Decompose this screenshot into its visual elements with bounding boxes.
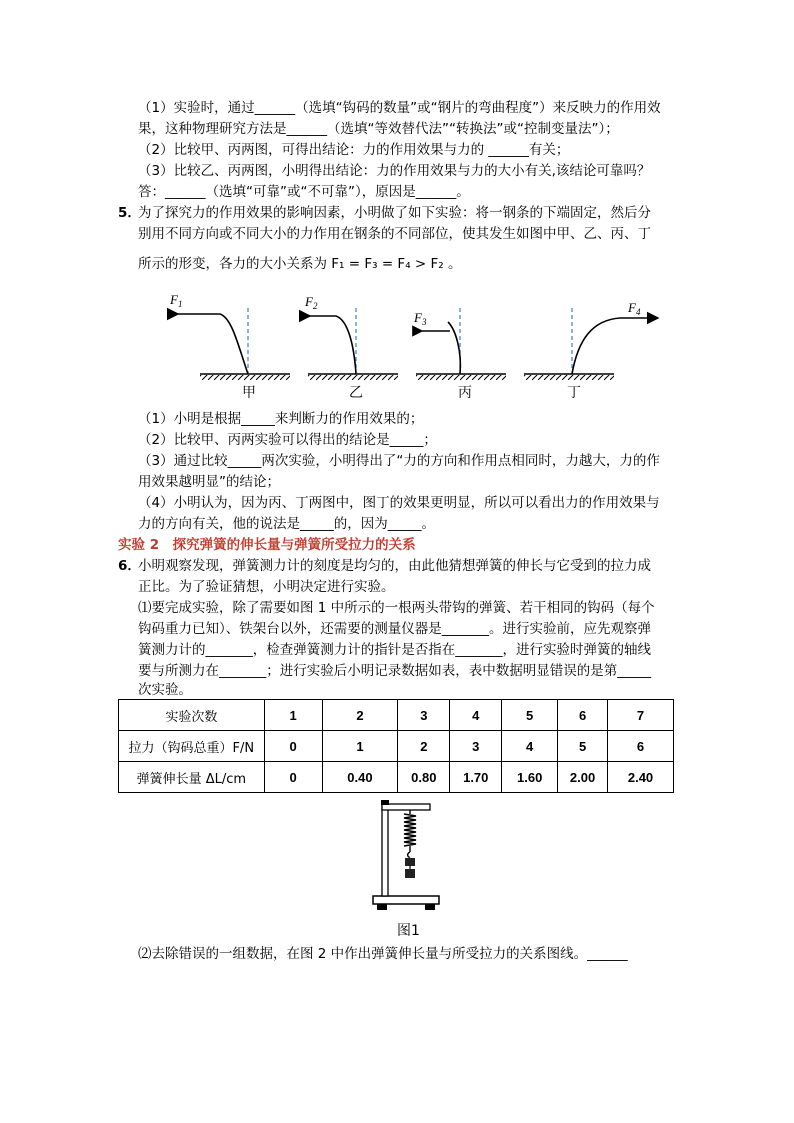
panel-yi [304, 294, 398, 380]
q5-sub4b: 力的方向有关，他的说法是_____的，因为_____。 [138, 516, 435, 532]
table-cell: 4 [450, 700, 502, 731]
table-cell: 0 [264, 731, 322, 762]
table-cell: 6 [608, 731, 674, 762]
q6-part2: ⑵去除错误的一组数据，在图 2 中作出弹簧伸长量与所受拉力的关系图线。______ [138, 946, 628, 962]
q5-sub1: （1）小明是根据_____来判断力的作用效果的； [138, 411, 424, 427]
table-cell: 1 [264, 700, 322, 731]
q5-sub4a: （4）小明认为，因为丙、丁两图中，图丁的效果更明显，所以可以看出力的作用效果与 [138, 495, 660, 511]
figure1-caption: 图1 [397, 923, 420, 939]
q5-line1: 为了探究力的作用效果的影响因素，小明做了如下实验：将一钢条的下端固定，然后分 [138, 205, 651, 221]
q5-sub2: （2）比较甲、丙两实验可以得出的结论是_____； [138, 432, 437, 448]
experiment2-heading: 实验 2 探究弹簧的伸长量与弹簧所受拉力的关系 [118, 537, 416, 553]
force-f2-label: $F_2$ [305, 294, 318, 311]
q4-line5: 答：______（选填“可靠”或“不可靠”），原因是______。 [138, 184, 470, 200]
table-cell: 0.40 [322, 762, 398, 793]
table-row [119, 731, 674, 762]
q6-line2: 正比。为了验证猜想，小明决定进行实验。 [138, 579, 395, 595]
steel-strip-figure [160, 290, 680, 405]
table-cell: 2.40 [608, 762, 674, 793]
q5-sub3a: （3）通过比较_____两次实验，小明得出了“力的方向和作用点相同时，力越大，力的作 [138, 453, 660, 469]
table-cell: 2 [398, 731, 450, 762]
table-cell: 0.80 [398, 762, 450, 793]
table-cell: 0 [264, 762, 322, 793]
q5-sub3b: 用效果越明显”的结论； [138, 474, 280, 490]
q4-line1: （1）实验时，通过______（选填“钩码的数量”或“钢片的弯曲程度”）来反映力的作用效 [138, 100, 661, 116]
q5-number: 5． [118, 205, 141, 221]
table-cell: 7 [608, 700, 674, 731]
q4-line3: （2）比较甲、丙两图，可得出结论：力的作用效果与力的 ______有关； [138, 142, 570, 158]
table-cell: 1.70 [450, 762, 502, 793]
label-yi: 乙 [349, 385, 363, 401]
q6-number: 6． [118, 558, 141, 574]
panel-ding [524, 300, 658, 380]
table-row [119, 700, 674, 731]
q4-line4: （3）比较乙、丙两图，小明得出结论：力的作用效果与力的大小有关,该结论可靠吗？ [138, 163, 651, 179]
spring-stand-figure [365, 800, 445, 918]
q5-line2: 别用不同方向或不同大小的力作用在钢条的不同部位，使其发生如图中甲、乙、丙、丁 [138, 226, 651, 242]
q5-line3: 所示的形变，各力的大小关系为 F₁ = F₃ = F₄ > F₂ 。 [138, 256, 462, 272]
table-cell: 6 [558, 700, 608, 731]
table-cell: 5 [558, 731, 608, 762]
spring-data-table [118, 699, 674, 793]
q4-line2: 果，这种物理研究方法是______（选填“等效替代法”“转换法”或“控制变量法”）； [138, 121, 619, 137]
table-cell: 2.00 [558, 762, 608, 793]
table-cell: 1 [322, 731, 398, 762]
q6-part1a: ⑴要完成实验，除了需要如图 1 中所示的一根两头带钩的弹簧、若干相同的钩码（每个 [138, 600, 655, 616]
table-cell: 2 [322, 700, 398, 731]
force-f4-label: $F_4$ [628, 300, 641, 317]
table-row [119, 762, 674, 793]
q6-part1b: 钩码重力已知）、铁架台以外，还需要的测量仪器是_______。进行实验前，应先观察弹 [138, 621, 651, 637]
table-cell: 1.60 [502, 762, 558, 793]
q6-line1: 小明观察发现，弹簧测力计的刻度是均匀的，由此他猜想弹簧的伸长与它受到的拉力成 [138, 558, 651, 574]
panel-jia [169, 292, 290, 380]
table-cell: 拉力（钩码总重）F/N [119, 731, 265, 762]
q6-part1d: 要与所测力在_______；进行实验后小明记录数据如表，表中数据明显错误的是第_____ [138, 663, 651, 679]
panel-bing [413, 308, 506, 380]
table-cell: 3 [450, 731, 502, 762]
label-ding: 丁 [567, 385, 581, 401]
table-cell: 实验次数 [119, 700, 265, 731]
force-f1-label: $F_1$ [170, 292, 183, 309]
label-bing: 丙 [458, 385, 472, 401]
q6-part1e: 次实验。 [138, 682, 192, 698]
q6-part1c: 簧测力计的_______，检查弹簧测力计的指针是否指在_______，进行实验时弹簧的轴线 [138, 642, 651, 658]
table-cell: 弹簧伸长量 ΔL/cm [119, 762, 265, 793]
table-cell: 4 [502, 731, 558, 762]
table-cell: 5 [502, 700, 558, 731]
table-cell: 3 [398, 700, 450, 731]
label-jia: 甲 [242, 385, 256, 401]
force-f3-label: $F_3$ [414, 310, 427, 327]
